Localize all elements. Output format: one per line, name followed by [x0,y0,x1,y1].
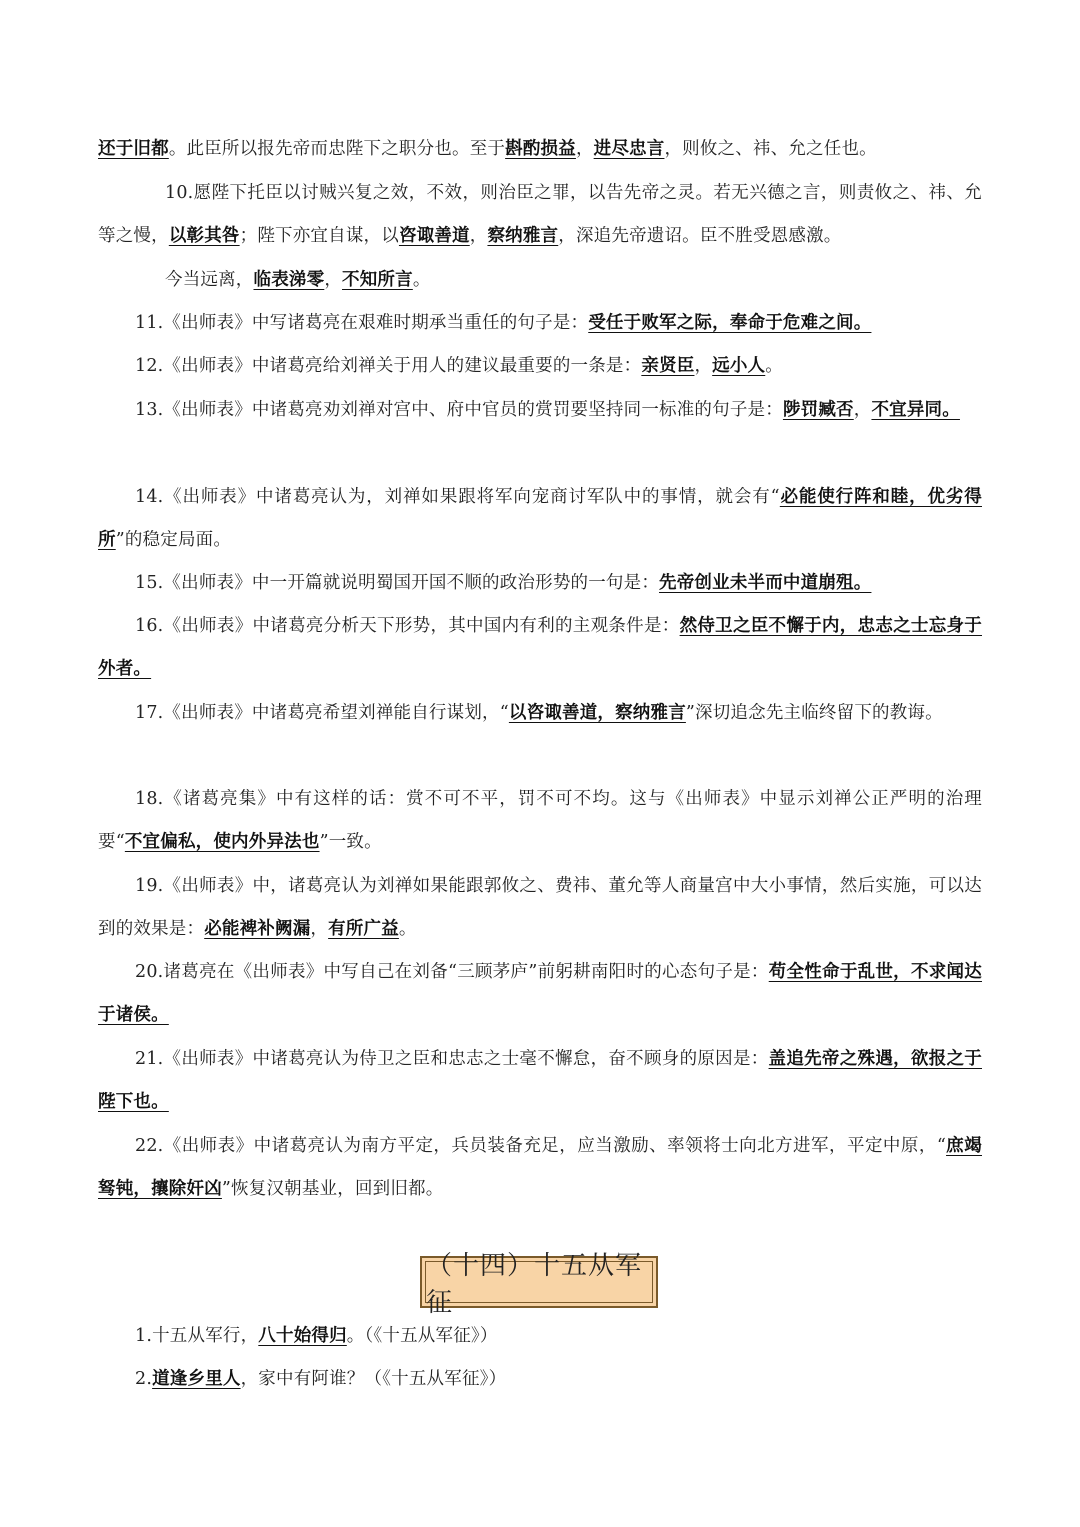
text: 1.十五从军行， [135,1326,259,1346]
text: ”恢复汉朝基业，回到旧都。 [221,1179,444,1199]
text: 14.《出师表》中诸葛亮认为，刘禅如果跟将军向宠商讨军队中的事情，就会有“ [135,487,780,507]
answer: 进尽忠言 [593,139,665,159]
answer: 有所广益 [328,919,399,939]
answer: 先帝创业未半而中道崩殂。 [659,573,872,593]
text: ， [469,226,488,246]
answer: 盖追先帝之殊遇，欲报之于陛下也。 [98,1049,982,1112]
text: ， [324,270,343,290]
text: 13.《出师表》中诸葛亮劝刘禅对宫中、府中官员的赏罚要坚持同一标准的句子是： [135,400,783,420]
text: ，深追先帝遗诏。臣不胜受恩感激。 [558,226,842,246]
text: 18.《诸葛亮集》中有这样的话：赏不可不平，罚不可不均。这与《出师表》中显示刘禅公正严明的治理要“ [98,789,982,852]
answer: 苟全性命于乱世，不求闻达于诸侯。 [98,962,982,1025]
text: ， [575,139,594,159]
text: ”的稳定局面。 [115,530,232,550]
answer: 远小人 [712,356,766,376]
answer: 道逢乡里人 [152,1369,241,1389]
text: 。（《十五从军征》） [346,1326,498,1346]
question-15 [98,562,982,605]
answer: 八十始得归 [258,1326,347,1346]
text: ，家中有阿谁？（《十五从军征》） [240,1369,507,1389]
text: ， [694,356,713,376]
answer: 受任于败军之际，奉命于危难之间。 [588,313,872,333]
text: 12.《出师表》中诸葛亮给刘禅关于用人的建议最重要的一条是： [135,356,642,376]
text: ， [853,400,872,420]
answer: 以彰其咎 [168,226,240,246]
text: ；陛下亦宜自谋，以 [239,226,399,246]
text: 。此臣所以报先帝而忠陛下之职分也。至于 [168,139,506,159]
answer: 咨诹善道 [398,226,470,246]
answer: 陟罚臧否 [782,400,854,420]
question-20 [98,951,982,1037]
text: 16.《出师表》中诸葛亮分析天下形势，其中国内有利的主观条件是： [135,616,680,636]
question-22 [98,1125,982,1211]
section-title-box [420,1251,658,1318]
answer: 不宜异同。 [871,400,960,420]
text: ， [310,919,329,939]
text: 17.《出师表》中诸葛亮希望刘禅能自行谋划，“ [135,703,509,723]
paragraph-10b [98,259,982,302]
question-13 [98,389,982,432]
answer: 亲贤臣 [641,356,695,376]
paragraph-9-end [98,128,982,171]
poem-line-1 [98,1315,982,1358]
answer: 不宜偏私，使内外异法也 [124,832,320,852]
answer: 必能使行阵和睦，优劣得所 [98,487,982,550]
answer: 以咨诹善道，察纳雅言 [508,703,686,723]
poem-line-2 [98,1358,982,1401]
question-17 [98,692,982,735]
answer: 庶竭驽钝，攘除奸凶 [98,1136,982,1199]
answer: 不知所言 [342,270,413,290]
text: ，则攸之、祎、允之任也。 [664,139,877,159]
text: 今当远离， [165,270,254,290]
answer: 还于旧都 [98,139,169,159]
question-19 [98,865,982,951]
text: 15.《出师表》中一开篇就说明蜀国开国不顺的政治形势的一句是： [135,573,660,593]
text: 21.《出师表》中诸葛亮认为侍卫之臣和忠志之士毫不懈怠，奋不顾身的原因是： [135,1049,769,1069]
question-11 [98,302,982,345]
answer: 临表涕零 [253,270,325,290]
text: 10.愿陛下托臣以讨贼兴复之效，不效，则治臣之罪，以告先帝之灵。若无兴德之言，则责攸之、祎、允等之慢， [98,183,982,246]
question-14 [98,476,982,562]
answer: 斟酌损益 [505,139,576,159]
section-title: （十四）十五从军征 [425,1261,653,1303]
question-18 [98,778,982,864]
text: 20.诸葛亮在《出师表》中写自己在刘备“三顾茅庐”前躬耕南阳时的心态句子是： [135,962,769,982]
answer: 然侍卫之臣不懈于内，忠志之士忘身于外者。 [98,616,982,679]
text: 。 [398,919,417,939]
question-12 [98,345,982,388]
text: 2. [135,1369,153,1389]
text: 。 [412,270,431,290]
text: 22.《出师表》中诸葛亮认为南方平定，兵员装备充足，应当激励、率领将士向北方进军，平定中原，“ [135,1136,947,1156]
text: 11.《出师表》中写诸葛亮在艰难时期承当重任的句子是： [135,313,589,333]
question-21 [98,1038,982,1124]
text: ”深切追念先主临终留下的教诲。 [685,703,943,723]
text: 。 [765,356,783,376]
text: ”一致。 [319,832,382,852]
answer: 察纳雅言 [487,226,559,246]
paragraph-10 [98,172,982,258]
question-16 [98,605,982,691]
text: 19.《出师表》中，诸葛亮认为刘禅如果能跟郭攸之、费祎、董允等人商量宫中大小事情，然后实施，可以达到的效果是： [98,876,982,939]
answer: 必能裨补阙漏 [204,919,311,939]
